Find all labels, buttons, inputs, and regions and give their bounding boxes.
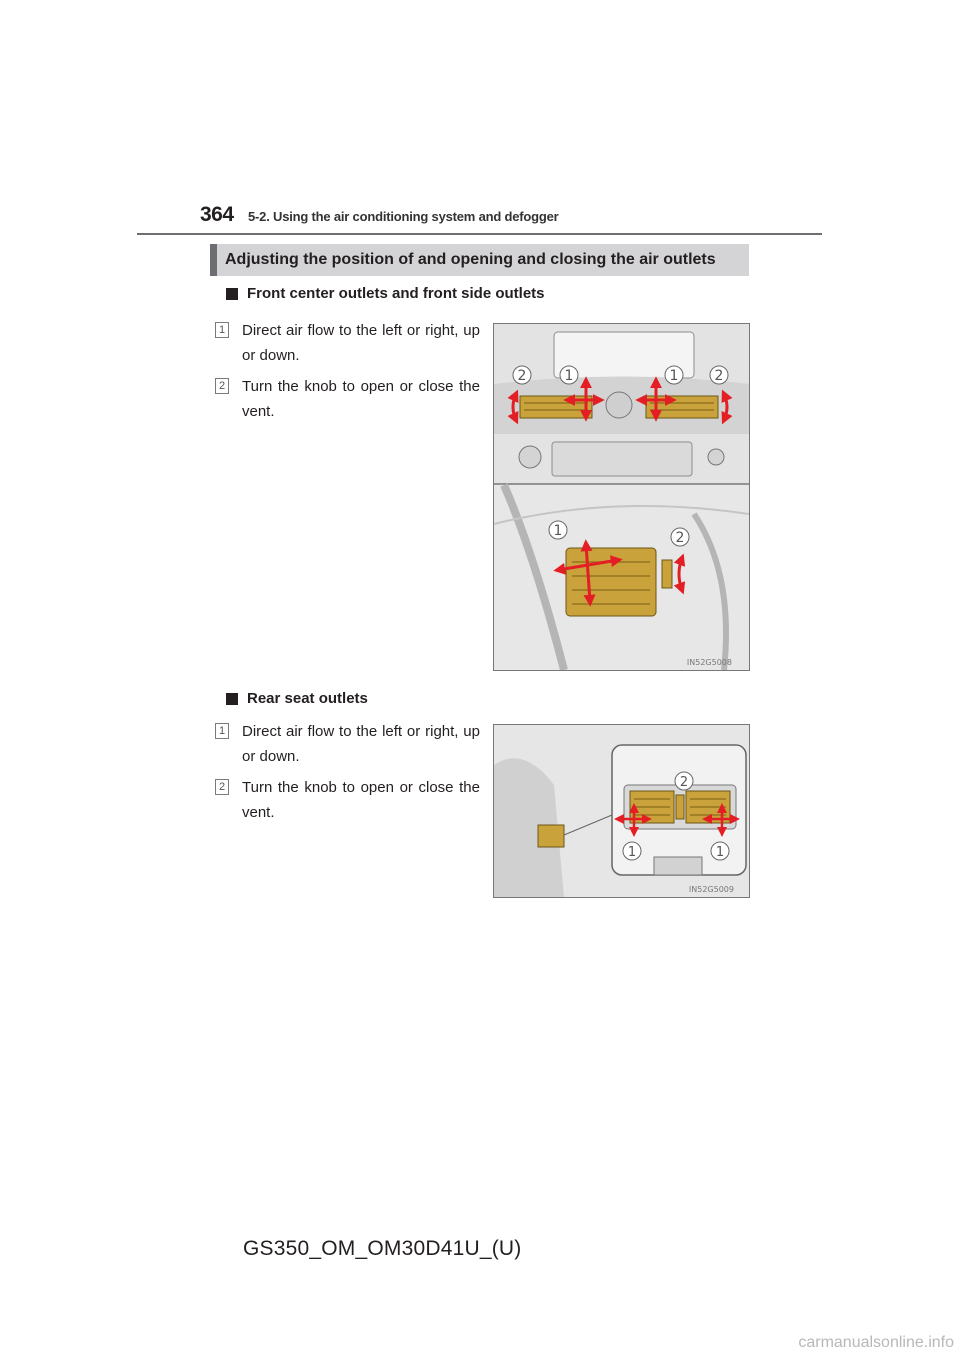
step-number-badge: 1 bbox=[215, 723, 229, 739]
step-number-badge: 2 bbox=[215, 378, 229, 394]
svg-text:1: 1 bbox=[553, 523, 563, 539]
front-step-1 bbox=[0, 318, 480, 368]
watermark: carmanualsonline.info bbox=[798, 1334, 954, 1351]
step-text: Turn the knob to open or close the vent. bbox=[242, 779, 480, 821]
front-step-2 bbox=[0, 374, 480, 424]
front-outlets-heading bbox=[226, 285, 545, 302]
rear-step-2 bbox=[0, 775, 480, 825]
square-bullet-icon bbox=[226, 693, 238, 705]
svg-text:2: 2 bbox=[675, 530, 685, 546]
svg-text:2: 2 bbox=[714, 368, 724, 384]
section-title-bar bbox=[210, 244, 749, 276]
front-figure-code: IN52G5008 bbox=[686, 658, 732, 667]
svg-text:1: 1 bbox=[715, 845, 725, 860]
step-number-badge: 1 bbox=[215, 322, 229, 338]
rear-step-1 bbox=[0, 719, 480, 769]
svg-text:2: 2 bbox=[517, 368, 527, 384]
step-text: Direct air flow to the left or right, up or down. bbox=[242, 723, 480, 765]
front-outlets-illustration bbox=[493, 323, 750, 671]
square-bullet-icon bbox=[226, 288, 238, 300]
svg-text:1: 1 bbox=[669, 368, 679, 384]
svg-text:1: 1 bbox=[564, 368, 574, 384]
svg-text:1: 1 bbox=[627, 845, 637, 860]
rear-outlets-heading bbox=[226, 690, 368, 707]
rear-figure-code: IN52G5009 bbox=[688, 885, 734, 894]
svg-text:2: 2 bbox=[679, 775, 689, 790]
page-number: 364 bbox=[200, 203, 234, 226]
rear-outlets-illustration bbox=[493, 724, 750, 898]
footer-model-code: GS350_OM_OM30D41U_(U) bbox=[243, 1237, 522, 1260]
header-rule bbox=[137, 233, 822, 235]
step-text: Turn the knob to open or close the vent. bbox=[242, 378, 480, 420]
rear-outlets-heading-text: Rear seat outlets bbox=[247, 690, 368, 707]
step-number-badge: 2 bbox=[215, 779, 229, 795]
step-text: Direct air flow to the left or right, up or down. bbox=[242, 322, 480, 364]
running-head-title: 5-2. Using the air conditioning system and defogger bbox=[248, 209, 559, 224]
front-outlets-heading-text: Front center outlets and front side outlets bbox=[247, 285, 545, 302]
section-title: Adjusting the position of and opening and closing the air outlets bbox=[225, 251, 716, 268]
